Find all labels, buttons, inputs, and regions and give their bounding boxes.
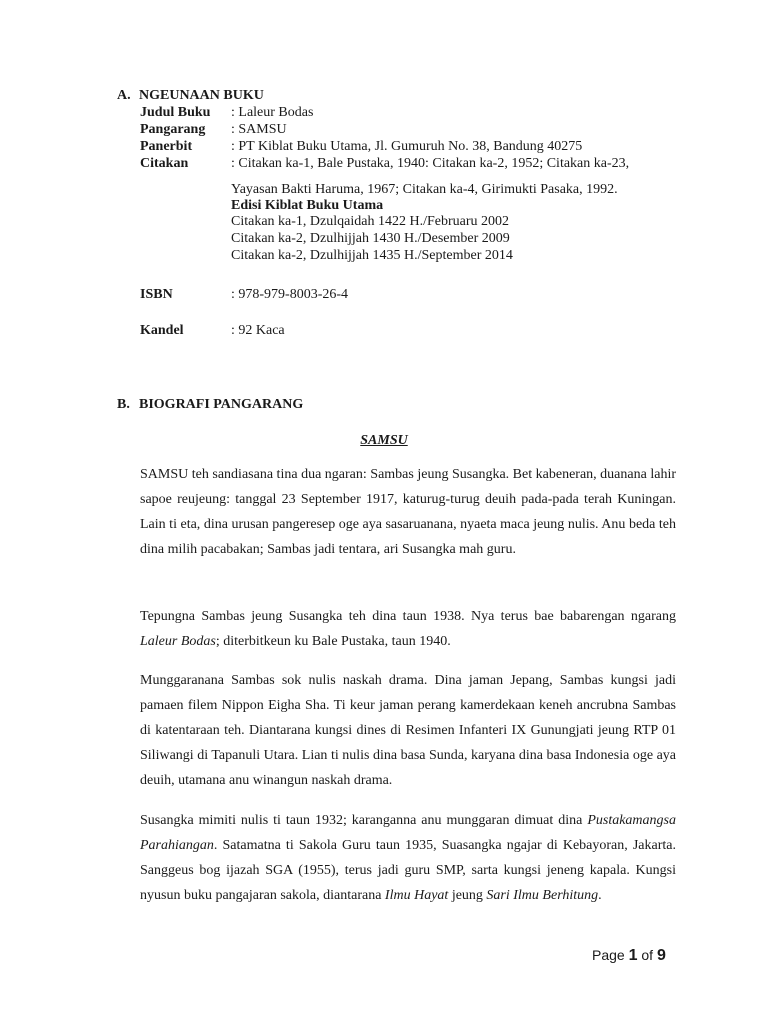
edisi-line: Citakan ka-2, Dzulhijjah 1430 H./Desember 2009 (231, 231, 510, 246)
section-b-title: BIOGRAFI PANGARANG (139, 397, 304, 412)
section-b-heading (117, 397, 303, 413)
paragraph-text: Tepungna Sambas jeung Susangka teh dina taun 1938. Nya terus bae babarengan ngarang (140, 609, 676, 624)
field-label-isbn: ISBN (140, 287, 173, 302)
field-label-judul: Judul Buku (140, 105, 211, 120)
publication-italic: Pustakamangsa Parahiangan (140, 813, 676, 853)
page-footer (592, 947, 666, 965)
section-b-letter: B. (117, 397, 130, 412)
paragraph-text: . (598, 888, 602, 903)
footer-of-word: of (641, 947, 654, 963)
field-value-judul: : Laleur Bodas (231, 105, 314, 120)
paragraph-text: Susangka mimiti nulis ti taun 1932; karanganna anu munggaran dimuat dina (140, 813, 588, 828)
field-value-isbn: : 978-979-8003-26-4 (231, 287, 349, 302)
field-value-panerbit: : PT Kiblat Buku Utama, Jl. Gumuruh No. 38, Bandung 40275 (231, 139, 583, 154)
paragraph-text: jeung (448, 888, 487, 903)
biography-paragraph-1: SAMSU teh sandiasana tina dua ngaran: Sambas jeung Susangka. Bet kabeneran, duanana lahir sapoe reujeung: tanggal 23 September 1917, katurug-turug deuih pada-pada terah Kuningan. Lain ti eta, dina urusan pangeresep oge aya sasaruanana, nyaeta maca jeung nulis. Anu beda teh dina milih pacabakan; Sambas jadi tentara, ari Susangka mah guru. (140, 467, 676, 557)
field-value-citakan: : Citakan ka-1, Bale Pustaka, 1940: Citakan ka-2, 1952; Citakan ka-23, (231, 156, 630, 171)
book-title-italic: Ilmu Hayat (384, 888, 449, 903)
section-a-title: NGEUNAAN BUKU (139, 88, 264, 103)
field-value-pangarang: : SAMSU (231, 122, 287, 137)
paragraph-text: ; diterbitkeun ku Bale Pustaka, taun 1940. (215, 634, 451, 649)
book-title-italic: Laleur Bodas (140, 634, 216, 649)
footer-page-word: Page (592, 947, 625, 963)
field-value-kandel: : 92 Kaca (231, 323, 285, 338)
biography-paragraph-3: Munggaranana Sambas sok nulis naskah drama. Dina jaman Jepang, Sambas kungsi jadi pamaen filem Nippon Eigha Sha. Ti keur jaman perang kamerdekaan keneh ancrubna Sambas di katentaraan teh. Diantarana kungsi dines di Resimen Infanteri IX Gunungjati jeung RTP 01 Siliwangi di Tapanuli Utara. Lian ti nulis dina basa Sunda, karyana dina basa Indonesia oge aya deuih, utamana anu winangun naskah drama. (140, 673, 676, 788)
biography-paragraph-4 (140, 808, 676, 908)
edisi-heading: Edisi Kiblat Buku Utama (231, 198, 384, 213)
field-label-citakan: Citakan (140, 156, 189, 171)
citakan-continuation: Yayasan Bakti Haruma, 1967; Citakan ka-4, Girimukti Pasaka, 1992. (231, 182, 618, 197)
footer-page-number: 1 (628, 947, 638, 964)
biography-paragraph-2 (140, 604, 676, 654)
field-label-panerbit: Panerbit (140, 139, 193, 154)
field-label-pangarang: Pangarang (140, 122, 206, 137)
footer-page-total: 9 (656, 947, 666, 964)
edisi-line: Citakan ka-2, Dzulhijjah 1435 H./September 2014 (231, 248, 513, 263)
biography-title: SAMSU (360, 433, 408, 448)
book-title-italic: Sari Ilmu Berhitung (486, 888, 599, 903)
edisi-line: Citakan ka-1, Dzulqaidah 1422 H./Februaru 2002 (231, 214, 509, 229)
section-a-letter: A. (117, 88, 131, 103)
section-a-heading (117, 88, 264, 104)
field-label-kandel: Kandel (140, 323, 184, 338)
paragraph-text: . Satamatna ti Sakola Guru taun 1935, Suasangka ngajar di Kebayoran, Jakarta. Sanggeus bog ijazah SGA (1955), terus jadi guru SMP, sarta kungsi jeneng kapala. Kungsi nyusun buku pangajaran sakola, diantarana (140, 838, 676, 903)
